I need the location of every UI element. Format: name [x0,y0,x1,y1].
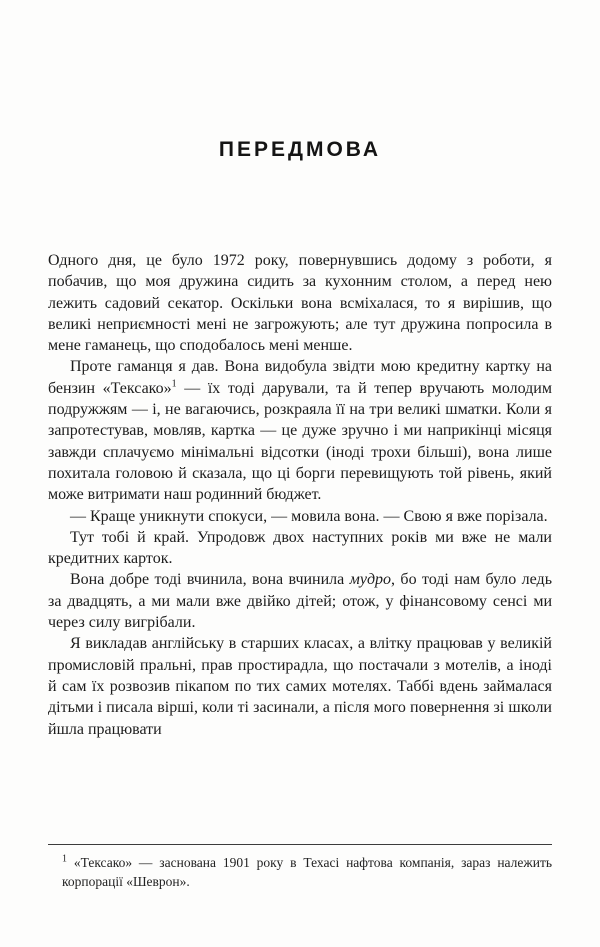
paragraph [48,250,552,356]
text-segment: Тут тобі й край. Упродовж двох наступних років ми вже не мали кредитних карток. [48,528,552,568]
text-segment: «Тексако» — заснована 1901 року в Техасі нафтова компанія, зараз належить корпорації «Шеврон». [62,855,552,889]
body-text [48,250,552,740]
footnote-area [48,844,552,891]
text-segment: мудро [349,571,392,589]
text-segment: — Краще уникнути спокуси, — мовила вона. — Свою я вже порізала. [70,507,548,525]
footnote [48,854,552,891]
text-segment: , бо тоді нам було ледь за двадцять, а ми мали вже двійко дітей; отож, у фінансовому сенсі ми через силу вигрібали. [48,571,552,632]
text-segment: Я викладав англійську в старших класах, а влітку працював у великій промисловій пральні, прав простирадла, що постачали з мотелів, а іноді й сам їх розвозив пікапом по тих самих мотелях. Таббі вдень займалася дітьми і писала вірші, коли ті засинали, а після мого повернення зі школи йшла працювати [48,635,552,738]
text-segment: Одного дня, це було 1972 року, повернувшись додому з роботи, я побачив, що моя дружина сидить за кухонним столом, а перед нею лежить садовий секатор. Оскільки вона всміхалася, то я вирішив, що великі неприємності мені не загрожують; але тут дружина попросила в мене гаманець, що сподобалось мені менше. [48,252,552,355]
paragraph [48,633,552,739]
paragraph [48,506,552,527]
footnote-marker: 1 [62,853,67,865]
text-segment: Вона добре тоді вчинила, вона вчинила [70,571,350,589]
chapter-title: ПЕРЕДМОВА [218,138,382,161]
footnote-marker: 1 [171,378,177,390]
paragraph [48,527,552,570]
paragraph [48,569,552,633]
paragraph [48,356,552,505]
text-segment: — їх тоді дарували, та й тепер вручають молодим подружжям — і, не вагаючись, розкраяла її на три великі шматки. Коли я запротестував, мовляв, картка — це дуже зручно і ми наприкінці місяця завжди сплачуємо мінімальні відсотки (іноді трохи більші), вона лише похитала головою й сказала, що ці борги перевищують той рівень, який може витримати наш родинний бюджет. [48,379,552,504]
text-segment: Проте гаманця я дав. Вона видобула звідти мою кредитну картку на бензин «Тексако» [48,358,552,397]
footnote-divider [48,844,552,845]
